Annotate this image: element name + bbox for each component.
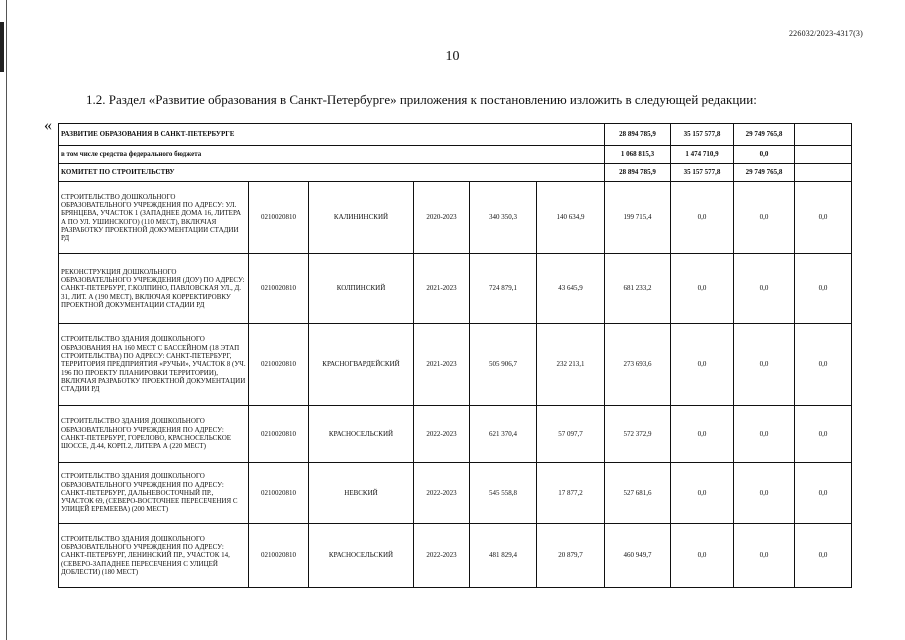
prior-funding: 232 213,1 — [537, 324, 605, 406]
district: КАЛИНИНСКИЙ — [309, 182, 414, 254]
year-value: 0,0 — [734, 524, 795, 588]
year-value: 199 715,4 — [605, 182, 671, 254]
year-value: 0,0 — [671, 406, 734, 463]
estimated-cost: 505 906,7 — [470, 324, 537, 406]
year-value: 0,0 — [734, 254, 795, 324]
year-value: 0,0 — [795, 524, 852, 588]
year-value: 0,0 — [795, 406, 852, 463]
summary-value — [795, 164, 852, 182]
year-value: 0,0 — [734, 324, 795, 406]
year-value: 0,0 — [734, 182, 795, 254]
estimated-cost: 621 370,4 — [470, 406, 537, 463]
summary-value: 1 068 815,3 — [605, 146, 671, 164]
table-row — [59, 324, 852, 406]
summary-value — [795, 124, 852, 146]
object-name: СТРОИТЕЛЬСТВО ЗДАНИЯ ДОШКОЛЬНОГО ОБРАЗОВАТЕЛЬНОГО УЧРЕЖДЕНИЯ ПО АДРЕСУ: САНКТ-ПЕТЕРБУРГ, ДАЛЬНЕВОСТОЧНЫЙ ПР., УЧАСТОК 69, (СЕВЕРО-ВОСТОЧНЕЕ ПЕРЕСЕЧЕНИЯ С УЛИЦЕЙ ЕРЕМЕЕВА) (200 МЕСТ) — [59, 463, 249, 524]
estimated-cost: 340 350,3 — [470, 182, 537, 254]
year-value: 572 372,9 — [605, 406, 671, 463]
district: КОЛПИНСКИЙ — [309, 254, 414, 324]
summary-value — [795, 146, 852, 164]
prior-funding: 17 877,2 — [537, 463, 605, 524]
table-row — [59, 182, 852, 254]
prior-funding: 43 645,9 — [537, 254, 605, 324]
summary-value: 28 894 785,9 — [605, 124, 671, 146]
budget-code: 0210020810 — [249, 254, 309, 324]
period: 2021-2023 — [414, 324, 470, 406]
object-name: РЕКОНСТРУКЦИЯ ДОШКОЛЬНОГО ОБРАЗОВАТЕЛЬНОГО УЧРЕЖДЕНИЯ (ДОУ) ПО АДРЕСУ: САНКТ-ПЕТЕРБУРГ, Г.КОЛПИНО, ПАВЛОВСКАЯ УЛ., Д. 31, ЛИТ. А (190 МЕСТ), ВКЛЮЧАЯ КОРРЕКТИРОВКУ ПРОЕКТНОЙ ДОКУМЕНТАЦИИ СТАДИИ РД — [59, 254, 249, 324]
year-value: 0,0 — [671, 254, 734, 324]
period: 2020-2023 — [414, 182, 470, 254]
summary-value: 0,0 — [734, 146, 795, 164]
budget-code: 0210020810 — [249, 406, 309, 463]
year-value: 0,0 — [795, 254, 852, 324]
district: КРАСНОГВАРДЕЙСКИЙ — [309, 324, 414, 406]
page-left-edge — [6, 0, 7, 640]
year-value: 0,0 — [734, 463, 795, 524]
estimated-cost: 481 829,4 — [470, 524, 537, 588]
summary-value: 29 749 765,8 — [734, 164, 795, 182]
object-name: СТРОИТЕЛЬСТВО ЗДАНИЯ ДОШКОЛЬНОГО ОБРАЗОВАНИЯ НА 160 МЕСТ С БАССЕЙНОМ (18 ЭТАП СТРОИТЕЛЬСТВА) ПО АДРЕСУ: САНКТ-ПЕТЕРБУРГ, ТЕРРИТОРИЯ ПРЕДПРИЯТИЯ «РУЧЬИ», УЧАСТОК 8 (УЧ. 196 ПО ПРОЕКТУ ПЛАНИРОВКИ ТЕРРИТОРИИ), ВКЛЮЧАЯ РАЗРАБОТКУ ПРОЕКТНОЙ ДОКУМЕНТАЦИИ СТАДИИ РД — [59, 324, 249, 406]
prior-funding: 140 634,9 — [537, 182, 605, 254]
district: КРАСНОСЕЛЬСКИЙ — [309, 406, 414, 463]
summary-row-federal — [59, 146, 852, 164]
year-value: 0,0 — [795, 182, 852, 254]
year-value: 681 233,2 — [605, 254, 671, 324]
table-row — [59, 254, 852, 324]
summary-label: РАЗВИТИЕ ОБРАЗОВАНИЯ В САНКТ-ПЕТЕРБУРГЕ — [59, 124, 605, 146]
table-row — [59, 524, 852, 588]
object-name: СТРОИТЕЛЬСТВО ДОШКОЛЬНОГО ОБРАЗОВАТЕЛЬНОГО УЧРЕЖДЕНИЯ ПО АДРЕСУ: УЛ. БРЯНЦЕВА, УЧАСТОК 1 (ЗАПАДНЕЕ ДОМА 16, ЛИТЕРА А ПО УЛ. УШИНСКОГО) (110 МЕСТ), ВКЛЮЧАЯ РАЗРАБОТКУ ПРОЕКТНОЙ ДОКУМЕНТАЦИИ СТАДИИ РД — [59, 182, 249, 254]
year-value: 0,0 — [795, 463, 852, 524]
estimated-cost: 724 879,1 — [470, 254, 537, 324]
period: 2021-2023 — [414, 254, 470, 324]
opening-quote-mark: « — [44, 117, 52, 134]
year-value: 273 693,6 — [605, 324, 671, 406]
estimated-cost: 545 558,8 — [470, 463, 537, 524]
page-number: 10 — [445, 49, 460, 64]
budget-code: 0210020810 — [249, 324, 309, 406]
budget-code: 0210020810 — [249, 524, 309, 588]
table-row — [59, 406, 852, 463]
summary-value: 35 157 577,8 — [671, 124, 734, 146]
period: 2022-2023 — [414, 524, 470, 588]
budget-code: 0210020810 — [249, 182, 309, 254]
year-value: 0,0 — [671, 524, 734, 588]
summary-row-committee — [59, 164, 852, 182]
year-value: 0,0 — [734, 406, 795, 463]
summary-label: КОМИТЕТ ПО СТРОИТЕЛЬСТВУ — [59, 164, 605, 182]
summary-row-total — [59, 124, 852, 146]
object-name: СТРОИТЕЛЬСТВО ЗДАНИЯ ДОШКОЛЬНОГО ОБРАЗОВАТЕЛЬНОГО УЧРЕЖДЕНИЯ ПО АДРЕСУ: САНКТ-ПЕТЕРБУРГ, ГОРЕЛОВО, КРАСНОСЕЛЬСКОЕ ШОССЕ, Д.44, КОРП.2, ЛИТЕРА А (220 МЕСТ) — [59, 406, 249, 463]
summary-value: 29 749 765,8 — [734, 124, 795, 146]
year-value: 527 681,6 — [605, 463, 671, 524]
year-value: 460 949,7 — [605, 524, 671, 588]
period: 2022-2023 — [414, 406, 470, 463]
year-value: 0,0 — [671, 182, 734, 254]
prior-funding: 57 097,7 — [537, 406, 605, 463]
intro-paragraph: 1.2. Раздел «Развитие образования в Санкт-Петербурге» приложения к постановлению изложить в следующей редакции: — [86, 92, 757, 107]
prior-funding: 20 879,7 — [537, 524, 605, 588]
year-value: 0,0 — [671, 324, 734, 406]
budget-table — [58, 123, 852, 588]
period: 2022-2023 — [414, 463, 470, 524]
summary-label: в том числе средства федерального бюджета — [59, 146, 605, 164]
district: НЕВСКИЙ — [309, 463, 414, 524]
object-name: СТРОИТЕЛЬСТВО ЗДАНИЯ ДОШКОЛЬНОГО ОБРАЗОВАТЕЛЬНОГО УЧРЕЖДЕНИЯ ПО АДРЕСУ: САНКТ-ПЕТЕРБУРГ, ЛЕНИНСКИЙ ПР., УЧАСТОК 14, (СЕВЕРО-ЗАПАДНЕЕ ПЕРЕСЕЧЕНИЯ С УЛИЦЕЙ ДОБЛЕСТИ) (180 МЕСТ) — [59, 524, 249, 588]
summary-value: 35 157 577,8 — [671, 164, 734, 182]
document-id: 226032/2023-4317(3) — [788, 29, 863, 38]
district: КРАСНОСЕЛЬСКИЙ — [309, 524, 414, 588]
budget-code: 0210020810 — [249, 463, 309, 524]
summary-value: 28 894 785,9 — [605, 164, 671, 182]
summary-value: 1 474 710,9 — [671, 146, 734, 164]
table-row — [59, 463, 852, 524]
year-value: 0,0 — [795, 324, 852, 406]
year-value: 0,0 — [671, 463, 734, 524]
